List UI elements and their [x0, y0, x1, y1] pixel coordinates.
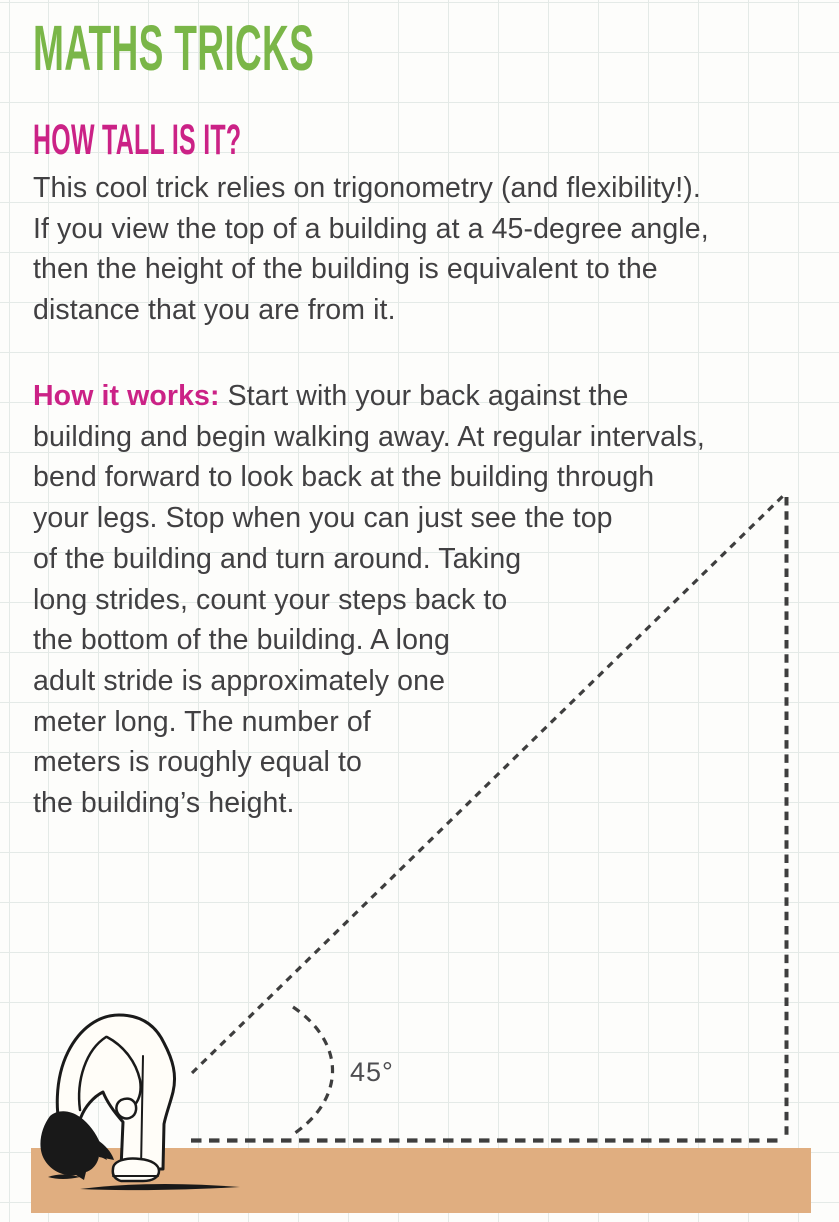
- text-line: the bottom of the building. A long: [33, 624, 450, 657]
- text-line: bend forward to look back at the building through: [33, 461, 655, 494]
- page-title-text: MATHS TRICKS: [33, 12, 315, 84]
- text-line: building and begin walking away. At regular intervals,: [33, 420, 705, 453]
- text-line: meters is roughly equal to: [33, 746, 362, 779]
- text-line: adult stride is approximately one: [33, 664, 446, 697]
- text-line: This cool trick relies on trigonometry (and flexibility!).: [33, 172, 701, 204]
- text-line: If you view the top of a building at a 45-degree angle,: [33, 212, 709, 245]
- text-line: meter long. The number of: [33, 705, 371, 738]
- text-line: your legs. Stop when you can just see the top: [33, 502, 613, 535]
- text-line: of the building and turn around. Taking: [33, 542, 522, 575]
- how-it-works-paragraph: [33, 376, 705, 824]
- text-line: then the height of the building is equivalent to the: [33, 253, 658, 286]
- text-line: the building’s height.: [33, 787, 295, 820]
- angle-arc: [293, 1007, 333, 1133]
- intro-paragraph: [33, 168, 709, 331]
- person-shoe: [113, 1158, 159, 1181]
- section-heading-text: HOW TALL IS IT?: [33, 116, 242, 164]
- how-it-works-label: How it works:: [33, 380, 228, 412]
- text-line: How it works: Start with your back against the: [33, 380, 629, 412]
- text-line: distance that you are from it.: [33, 294, 396, 327]
- text-line: long strides, count your steps back to: [33, 583, 508, 616]
- person-hand: [116, 1099, 136, 1119]
- angle-label: 45°: [350, 1057, 394, 1087]
